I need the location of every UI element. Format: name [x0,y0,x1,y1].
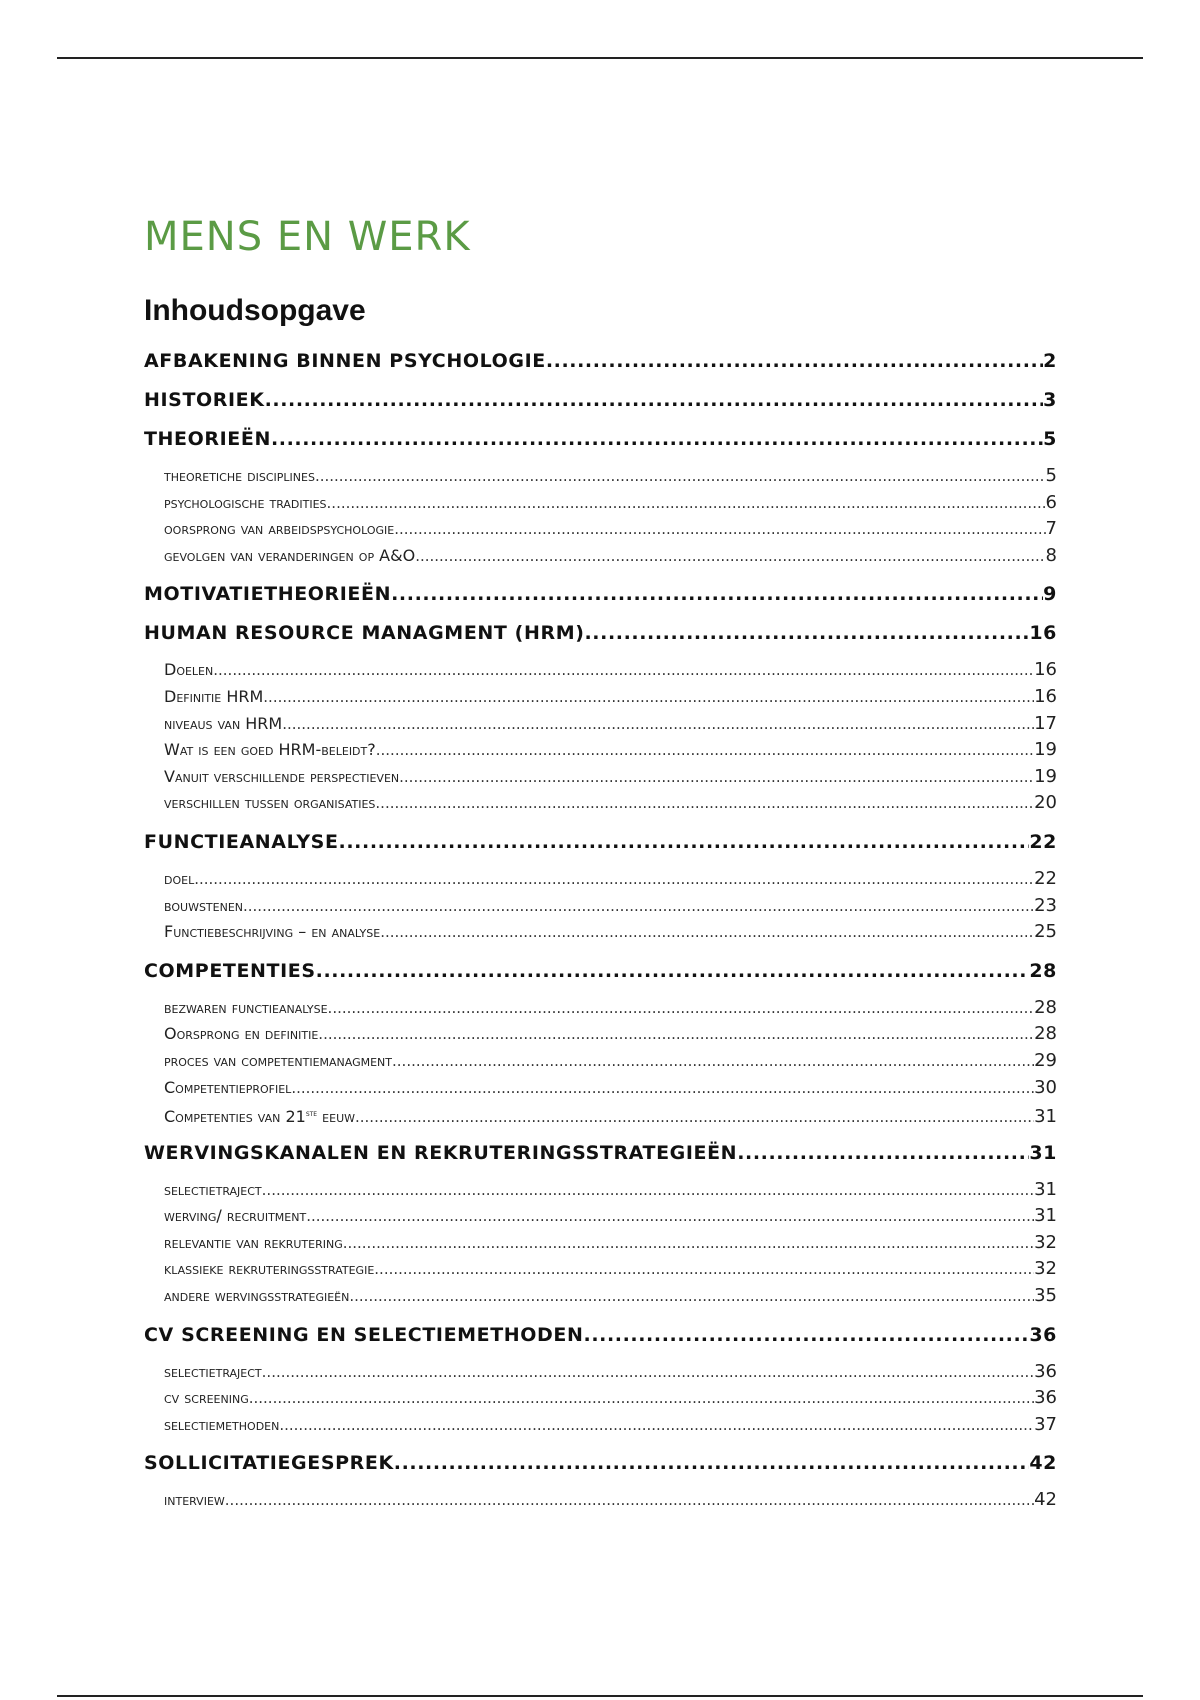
toc-chapter-link[interactable] [144,1322,1057,1349]
toc-section-link[interactable] [164,490,1057,517]
toc-entry-label: klassieke rekruteringsstrategie [164,1259,375,1279]
dot-leader [318,1021,1034,1048]
dot-leader [225,1487,1034,1514]
toc-section-link[interactable] [164,995,1057,1022]
toc-chapter-link[interactable] [144,620,1057,647]
toc-section-link[interactable] [164,1359,1057,1386]
toc-section-link[interactable] [164,543,1057,570]
dot-leader [375,790,1034,817]
toc-section-link[interactable] [164,1101,1057,1128]
toc-section-link[interactable] [164,919,1057,946]
toc-section-link[interactable] [164,1048,1057,1075]
toc-entry-label: selectietraject [164,1361,262,1381]
toc-entry-label: andere wervingsstrategieën [164,1286,350,1306]
dot-leader [243,893,1034,920]
toc-entry-label: Competenties van 21ste eeuw [164,1107,355,1127]
toc-page-number: 36 [1029,1323,1057,1346]
toc-entry-label: HISTORIEK [144,389,265,411]
toc-page-number: 28 [1029,959,1057,982]
toc-page-number: 31 [1034,1205,1057,1227]
dot-leader [374,1256,1034,1283]
dot-leader [213,657,1034,684]
toc-page-number: 31 [1029,1141,1057,1164]
toc-chapter-link[interactable] [144,1140,1057,1167]
dot-leader [343,1230,1034,1257]
toc-page-number: 7 [1045,518,1057,540]
toc-page-number: 16 [1034,685,1057,707]
toc-entry-label: cv screening [164,1388,249,1408]
toc-entry-label: relevantie van rekrutering [164,1232,343,1252]
dot-leader [265,387,1044,414]
toc-section-link[interactable] [164,1075,1057,1102]
toc-page-number: 9 [1043,583,1057,606]
toc-entry-label: gevolgen van veranderingen op A&O [164,545,416,565]
toc-page-number: 16 [1034,659,1057,681]
toc-page-number: 22 [1029,830,1057,853]
toc-section-link[interactable] [164,1230,1057,1257]
dot-leader [263,684,1034,711]
toc-section-link[interactable] [164,893,1057,920]
dot-leader [316,958,1030,985]
dot-leader [355,1104,1034,1128]
toc-section-link[interactable] [164,764,1057,791]
toc-entry-label: selectietraject [164,1179,262,1199]
dot-leader [328,995,1035,1022]
dot-leader [315,463,1046,490]
toc-entry-label: niveaus van HRM [164,713,283,733]
toc-entry-label: theoretiche disciplines [164,466,315,485]
toc-entry-label: selectiemethoden [164,1414,280,1434]
toc-page-number: 42 [1034,1489,1057,1511]
toc-page-number: 25 [1034,921,1057,943]
toc-section-link[interactable] [164,1177,1057,1204]
toc-chapter-link[interactable] [144,1450,1057,1477]
dot-leader [262,1359,1034,1386]
dot-leader [376,737,1034,764]
toc-page-number: 22 [1034,867,1057,889]
toc-entry-label: Competentieprofiel [164,1077,292,1097]
table-of-contents [144,340,1057,1514]
dot-leader [737,1140,1029,1167]
dot-leader [349,1283,1034,1310]
toc-page-number: 2 [1043,350,1057,372]
toc-chapter-link[interactable] [144,426,1057,453]
toc-page-number: 31 [1034,1178,1057,1200]
header-rule [57,57,1143,59]
toc-section-link[interactable] [164,1283,1057,1310]
toc-section-link[interactable] [164,684,1057,711]
toc-page-number: 23 [1034,894,1057,916]
toc-section-link[interactable] [164,463,1057,490]
toc-page-number: 35 [1034,1285,1057,1307]
dot-leader [249,1385,1034,1412]
toc-entry-label: proces van competentiemanagment [164,1050,393,1070]
dot-leader [391,581,1043,608]
toc-section-link[interactable] [164,1256,1057,1283]
toc-page-number: 37 [1034,1413,1057,1435]
toc-page-number: 42 [1029,1452,1057,1475]
dot-leader [394,1450,1030,1477]
toc-page-number: 6 [1045,491,1057,513]
toc-entry-label: werving/ recruitment [164,1206,307,1226]
toc-chapter-link[interactable] [144,829,1057,856]
toc-page-number: 19 [1034,739,1057,761]
toc-section-link[interactable] [164,1487,1057,1514]
toc-chapter-link[interactable] [144,958,1057,985]
toc-entry-label: WERVINGSKANALEN EN REKRUTERINGSSTRATEGIEËN [144,1141,738,1164]
toc-entry-label: Definitie HRM [164,686,264,706]
toc-entry-label: Functiebeschrijving – en analyse [164,922,381,942]
toc-heading: Inhoudsopgave [144,294,366,327]
dot-leader [584,1322,1030,1349]
toc-entry-label: AFBAKENING BINNEN PSYCHOLOGIE [144,350,546,372]
dot-leader [291,1075,1034,1102]
dot-leader [279,1412,1034,1439]
toc-entry-label: psychologische tradities [164,492,327,512]
toc-page-number: 29 [1034,1049,1057,1071]
toc-chapter-link[interactable] [144,387,1057,414]
toc-page-number: 30 [1034,1076,1057,1098]
toc-page-number: 32 [1034,1258,1057,1280]
toc-entry-label: interview [164,1490,225,1510]
toc-page-number: 36 [1034,1360,1057,1382]
dot-leader [194,866,1034,893]
toc-entry-label: FUNCTIEANALYSE [144,830,339,853]
toc-chapter-link[interactable] [144,348,1057,375]
toc-section-link[interactable] [164,1203,1057,1230]
toc-entry-label: bouwstenen [164,895,243,915]
toc-entry-label: THEORIEËN [144,428,271,450]
dot-leader [339,829,1030,856]
toc-section-link[interactable] [164,711,1057,738]
toc-page-number: 32 [1034,1231,1057,1253]
toc-entry-label: bezwaren functieanalyse [164,997,328,1017]
toc-page-number: 3 [1043,389,1057,411]
toc-page-number: 8 [1045,544,1057,566]
dot-leader [399,764,1034,791]
toc-page-number: 17 [1034,712,1057,734]
dot-leader [380,919,1034,946]
dot-leader [392,1048,1034,1075]
dot-leader [327,490,1046,517]
toc-section-link[interactable] [164,1021,1057,1048]
toc-section-link[interactable] [164,516,1057,543]
dot-leader [584,620,1029,647]
toc-entry-label: Oorsprong en definitie [164,1024,319,1044]
toc-page-number: 5 [1045,465,1057,486]
toc-entry-label: oorsprong van arbeidspsychologie [164,519,395,539]
dot-leader [282,711,1034,738]
dot-leader [394,516,1045,543]
footer-rule [57,1695,1143,1697]
toc-entry-label: doel [164,868,195,888]
toc-entry-label: verschillen tussen organisaties [164,793,376,813]
toc-page-number: 16 [1029,622,1057,645]
toc-page-number: 5 [1043,428,1057,450]
toc-entry-label: SOLLICITATIEGESPREK [144,1452,394,1475]
toc-entry-label: COMPETENTIES [144,959,316,982]
toc-entry-label: Wat is een goed HRM-beleidt? [164,740,376,760]
toc-entry-label: HUMAN RESOURCE MANAGMENT (HRM) [144,622,585,645]
toc-section-link[interactable] [164,737,1057,764]
toc-entry-label: MOTIVATIETHEORIEËN [144,583,392,606]
toc-chapter-link[interactable] [144,581,1057,608]
document-title: MENS EN WERK [144,214,471,260]
toc-section-link[interactable] [164,866,1057,893]
toc-entry-label: Vanuit verschillende perspectieven [164,766,400,786]
dot-leader [306,1203,1034,1230]
dot-leader [546,348,1043,375]
toc-page-number: 19 [1034,765,1057,787]
toc-entry-label: CV SCREENING EN SELECTIEMETHODEN [144,1323,584,1346]
toc-page-number: 31 [1034,1106,1057,1128]
toc-section-link[interactable] [164,790,1057,817]
toc-section-link[interactable] [164,1385,1057,1412]
toc-section-link[interactable] [164,657,1057,684]
dot-leader [415,543,1045,570]
toc-page-number: 28 [1034,996,1057,1018]
dot-leader [262,1177,1034,1204]
toc-section-link[interactable] [164,1412,1057,1439]
toc-page-number: 20 [1034,792,1057,814]
toc-entry-label: Doelen [164,660,214,680]
dot-leader [271,426,1043,453]
toc-page-number: 28 [1034,1023,1057,1045]
toc-page-number: 36 [1034,1387,1057,1409]
